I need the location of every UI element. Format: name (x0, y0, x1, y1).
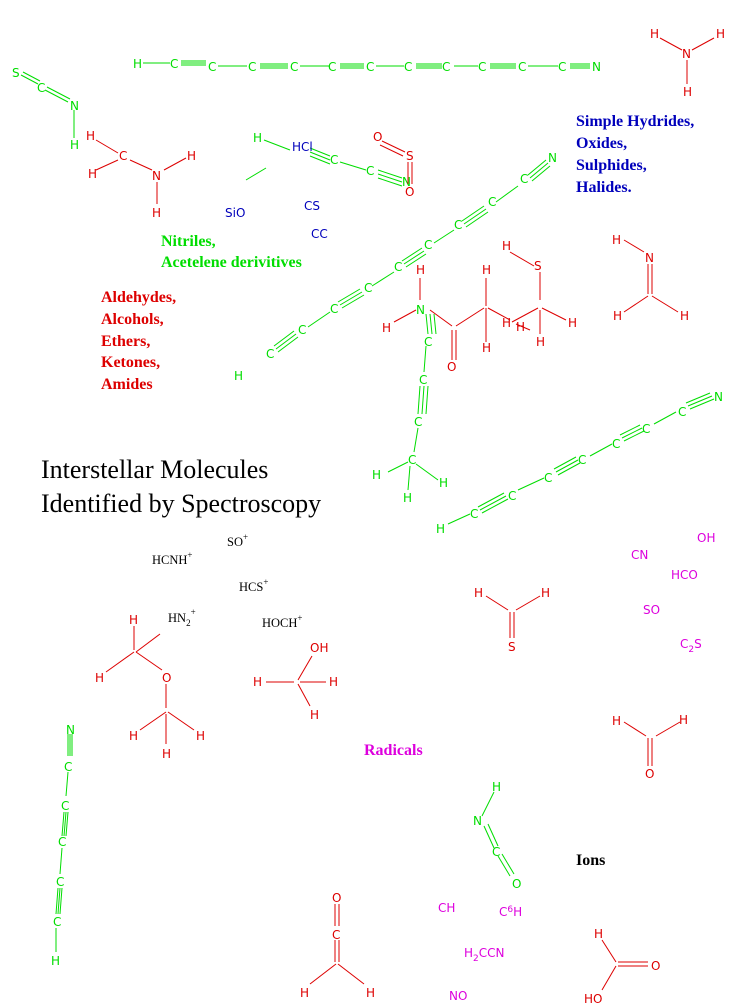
atom-h: H (162, 747, 172, 761)
atom-s: S (12, 66, 20, 80)
molecule-methanol (266, 656, 326, 706)
atom-h: H (253, 675, 263, 689)
radical-no: NO (449, 989, 468, 1003)
atom-c: C (520, 172, 529, 186)
atom-h: H (300, 986, 310, 1000)
atom-o: O (512, 877, 522, 891)
label-hydrides-2: Oxides, (576, 135, 628, 152)
molecule-ketene (310, 904, 364, 984)
atom-h: H (516, 320, 526, 334)
atom-n: N (402, 175, 411, 189)
atom-c: C (298, 323, 307, 337)
atom-c: C (290, 60, 299, 74)
ion-so: SO+ (227, 532, 249, 549)
label-hydrides-1: Simple Hydrides, (576, 113, 695, 130)
atom-h: H (133, 57, 143, 71)
radical-h2ccn: $H_2CCN$ (464, 946, 505, 964)
atom-h: H (329, 675, 339, 689)
atom-h: H (502, 316, 512, 330)
atom-h: H (234, 369, 244, 383)
atom-h: H (482, 263, 492, 277)
atom-c: C (558, 60, 567, 74)
atom-h: H (482, 341, 492, 355)
label-nitriles-2: Acetelene derivitives (161, 254, 302, 271)
atom-c: C (642, 422, 651, 436)
label-radicals: Radicals (364, 742, 423, 759)
molecule-thioformaldehyde (486, 596, 540, 638)
label-organics-4: Ketones, (101, 354, 161, 371)
atom-h: H (187, 149, 197, 163)
atom-c: C (678, 405, 687, 419)
atom-o: O (651, 959, 661, 973)
radical-c2s: $C_2S$ (680, 637, 702, 655)
label-nitriles-1: Nitriles, (161, 233, 216, 250)
atom-c: C (330, 153, 339, 167)
atom-n: N (714, 390, 723, 404)
atom-h: H (366, 986, 376, 1000)
atom-c: C (366, 164, 375, 178)
molecule-methylamine (96, 140, 186, 204)
atom-h: H (650, 27, 660, 41)
atom-o: O (405, 185, 415, 199)
atom-c: C (578, 453, 587, 467)
ion-hcs: HCS+ (239, 577, 269, 594)
atom-c: C (330, 302, 339, 316)
radical-so: SO (643, 603, 661, 617)
label-organics-1: Aldehydes, (101, 289, 177, 306)
molecule-dimethyl-ether (106, 626, 194, 744)
atom-c: C (470, 507, 479, 521)
atom-h: H (416, 263, 426, 277)
atom-h: H (129, 613, 139, 627)
label-organics-3: Ethers, (101, 333, 151, 350)
atom-h: H (196, 729, 206, 743)
atom-h: H (536, 335, 546, 349)
atom-c: C (424, 238, 433, 252)
atom-c: C (64, 760, 73, 774)
atom-n: N (682, 47, 691, 61)
atom-h: H (403, 491, 413, 505)
label-hydrides-3: Sulphides, (576, 157, 647, 174)
formula-cs: CS (304, 199, 320, 213)
atom-c: C (364, 281, 373, 295)
atom-c: C (208, 60, 217, 74)
atom-c: C (170, 57, 179, 71)
atom-h: H (541, 586, 551, 600)
atom-c: C (266, 347, 275, 361)
atom-c: C (61, 799, 70, 813)
atom-c: C (37, 81, 46, 95)
atom-c: C (488, 195, 497, 209)
radical-oh: OH (697, 531, 716, 545)
molecule-formaldehyde (624, 722, 680, 766)
atom-h: H (436, 522, 446, 536)
atom-s: S (508, 640, 516, 654)
atom-c: C (119, 149, 128, 163)
atom-h: H (568, 316, 578, 330)
atom-c: C (328, 60, 337, 74)
atom-n: N (592, 60, 601, 74)
atom-h: H (152, 206, 162, 220)
ion-hoch: HOCH+ (262, 613, 303, 630)
atom-c: C (394, 260, 403, 274)
atom-c: C (366, 60, 375, 74)
atom-c: C (404, 60, 413, 74)
molecule-hc3n (246, 140, 402, 186)
atom-h: H (88, 167, 98, 181)
atom-h: H (372, 468, 382, 482)
atom-c: C (508, 489, 517, 503)
atom-o: O (645, 767, 655, 781)
atom-h: H (439, 476, 449, 490)
molecule-hncs (21, 72, 74, 138)
atom-h: H (51, 954, 61, 968)
radical-hco: HCO (671, 568, 698, 582)
atom-h: H (683, 85, 693, 99)
label-hydrides-4: Halides. (576, 179, 632, 196)
atom-h: H (680, 309, 690, 323)
atom-c: C (454, 218, 463, 232)
atom-c: C (56, 875, 65, 889)
page-title-line2: Identified by Spectroscopy (41, 489, 322, 518)
atom-c: C (612, 437, 621, 451)
molecule-hnco (482, 792, 514, 876)
atom-h: H (70, 138, 80, 152)
atom-c: C (478, 60, 487, 74)
formula-sio: SiO (225, 206, 246, 220)
atom-o: O (447, 360, 457, 374)
page-title-line1: Interstellar Molecules (41, 455, 269, 484)
ion-hcnh: HCNH+ (152, 550, 193, 567)
atom-c: C (332, 928, 341, 942)
atom-c: C (58, 835, 67, 849)
atom-o: O (373, 130, 383, 144)
atom-h: H (253, 131, 263, 145)
atom-c: C (424, 335, 433, 349)
atom-c: C (414, 415, 423, 429)
atom-n: N (152, 169, 161, 183)
atom-h: H (679, 713, 689, 727)
atom-o: O (162, 671, 172, 685)
atom-s: S (534, 259, 542, 273)
atom-n: N (645, 251, 654, 265)
atom-h: H (492, 780, 502, 794)
atom-h: H (86, 129, 96, 143)
label-organics-2: Alcohols, (101, 311, 164, 328)
atom-n: N (473, 814, 482, 828)
atom-s: S (406, 149, 414, 163)
atom-c: C (492, 845, 501, 859)
ion-hn2: $HN_2^+$ (168, 607, 196, 628)
atom-c: C (248, 60, 257, 74)
radical-ch: CH (438, 901, 456, 915)
atom-c: C (442, 60, 451, 74)
atom-h: H (594, 927, 604, 941)
atom-h: H (613, 309, 623, 323)
atom-n: N (548, 151, 557, 165)
atom-n: N (66, 723, 75, 737)
atom-ho: HO (584, 992, 603, 1006)
atom-c: C (544, 471, 553, 485)
atom-h: H (502, 239, 512, 253)
atom-h: H (382, 321, 392, 335)
molecule-formic-acid (602, 940, 648, 990)
formula-cc: CC (311, 227, 328, 241)
molecule-nh3 (660, 38, 714, 84)
radical-c6h: $C^6H$ (499, 905, 523, 919)
label-organics-5: Amides (101, 376, 153, 393)
atom-h: H (612, 714, 622, 728)
atom-h: H (129, 729, 139, 743)
atom-h: H (716, 27, 726, 41)
atom-c: C (419, 373, 428, 387)
atom-c: C (53, 915, 62, 929)
atom-h: H (612, 233, 622, 247)
atom-h: H (310, 708, 320, 722)
formula-hcl: HCl (292, 140, 313, 154)
radical-cn: CN (631, 548, 649, 562)
atom-oh: OH (310, 641, 329, 655)
label-ions: Ions (576, 852, 606, 869)
atom-n: N (416, 303, 425, 317)
atom-c: C (518, 60, 527, 74)
atom-h: H (474, 586, 484, 600)
atom-h: H (95, 671, 105, 685)
atom-o: O (332, 891, 342, 905)
atom-c: C (408, 453, 417, 467)
atom-n: N (70, 99, 79, 113)
